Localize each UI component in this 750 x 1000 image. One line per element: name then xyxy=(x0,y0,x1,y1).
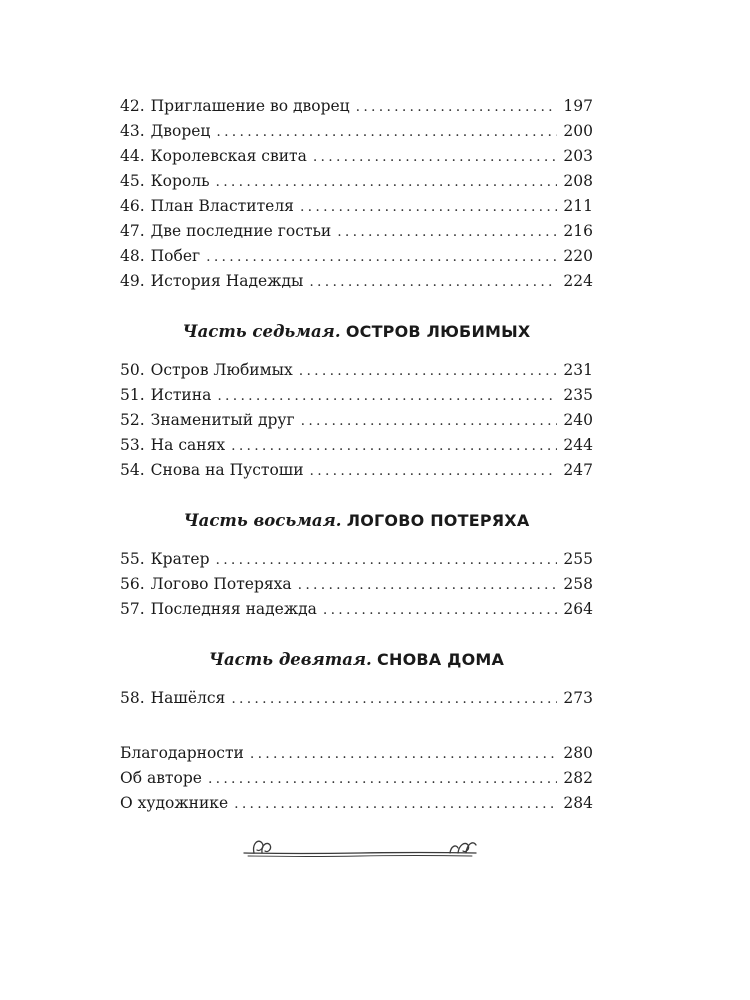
toc-entry[interactable] xyxy=(120,408,593,433)
dot-leader xyxy=(208,767,557,792)
chapter-number: 52. xyxy=(120,411,145,429)
chapter-title: Побег xyxy=(150,247,201,265)
part-name: ЛОГОВО ПОТЕРЯХА xyxy=(346,511,530,530)
page-number: 208 xyxy=(563,172,593,190)
dot-leader xyxy=(216,170,558,195)
dot-leader xyxy=(310,459,558,484)
dot-leader xyxy=(299,359,558,384)
chapter-number: 53. xyxy=(120,436,145,454)
chapter-title: Король xyxy=(150,172,210,190)
page-number: 235 xyxy=(563,386,593,404)
page-number: 211 xyxy=(563,197,593,215)
dot-leader xyxy=(301,409,558,434)
toc-entry[interactable] xyxy=(120,194,593,219)
part-label: Часть девятая. xyxy=(208,650,372,669)
dot-leader xyxy=(250,742,558,767)
part-name: ОСТРОВ ЛЮБИМЫХ xyxy=(345,322,531,341)
backmatter-title: О художнике xyxy=(120,794,229,812)
page-number: 200 xyxy=(563,122,593,140)
page-number: 216 xyxy=(563,222,593,240)
chapter-title: Логово Потеряха xyxy=(150,575,292,593)
dot-leader xyxy=(356,95,558,120)
dot-leader xyxy=(216,120,557,145)
chapter-number: 54. xyxy=(120,461,145,479)
chapter-title: Приглашение во дворец xyxy=(150,97,350,115)
chapter-title: Знаменитый друг xyxy=(150,411,295,429)
dot-leader xyxy=(216,548,558,573)
toc-backmatter xyxy=(120,741,593,816)
dot-leader xyxy=(323,598,558,623)
part-heading-seven[interactable] xyxy=(120,316,593,348)
dot-leader xyxy=(298,573,558,598)
toc-entry[interactable] xyxy=(120,572,593,597)
toc-entry[interactable] xyxy=(120,547,593,572)
chapter-title: Дворец xyxy=(150,122,211,140)
chapter-number: 56. xyxy=(120,575,145,593)
chapter-title: Нашёлся xyxy=(150,689,226,707)
dot-leader xyxy=(206,245,557,270)
dot-leader xyxy=(313,145,558,170)
page-number: 220 xyxy=(563,247,593,265)
part-heading-nine[interactable] xyxy=(120,644,593,676)
chapter-title: Снова на Пустоши xyxy=(150,461,304,479)
chapter-number: 51. xyxy=(120,386,145,404)
dot-leader xyxy=(337,220,557,245)
dot-leader xyxy=(231,687,557,712)
toc-entry[interactable] xyxy=(120,458,593,483)
chapter-number: 47. xyxy=(120,222,145,240)
part-name: СНОВА ДОМА xyxy=(377,650,505,669)
chapter-number: 55. xyxy=(120,550,145,568)
page-number: 284 xyxy=(563,794,593,812)
page-number: 264 xyxy=(563,600,593,618)
part-label: Часть восьмая. xyxy=(183,511,342,530)
dot-leader xyxy=(300,195,557,220)
chapter-number: 42. xyxy=(120,97,145,115)
toc-entry[interactable] xyxy=(120,119,593,144)
toc-entry[interactable] xyxy=(120,597,593,622)
toc-entry[interactable] xyxy=(120,383,593,408)
toc-entry[interactable] xyxy=(120,686,593,711)
chapter-number: 46. xyxy=(120,197,145,215)
part-label: Часть седьмая. xyxy=(182,322,341,341)
chapter-title: Королевская свита xyxy=(150,147,307,165)
backmatter-title: Благодарности xyxy=(120,744,244,762)
part-heading-eight[interactable] xyxy=(120,505,593,537)
page-number: 240 xyxy=(563,411,593,429)
chapter-title: Остров Любимых xyxy=(150,361,293,379)
chapter-title: На санях xyxy=(150,436,226,454)
chapter-number: 49. xyxy=(120,272,145,290)
chapter-number: 50. xyxy=(120,361,145,379)
chapter-number: 57. xyxy=(120,600,145,618)
chapter-number: 44. xyxy=(120,147,145,165)
backmatter-title: Об авторе xyxy=(120,769,202,787)
chapter-title: План Властителя xyxy=(150,197,294,215)
page-number: 258 xyxy=(563,575,593,593)
chapter-number: 43. xyxy=(120,122,145,140)
page-number: 197 xyxy=(563,97,593,115)
chapter-title: Последняя надежда xyxy=(150,600,317,618)
toc-entry[interactable] xyxy=(120,791,593,816)
page-number: 247 xyxy=(563,461,593,479)
page-number: 282 xyxy=(563,769,593,787)
chapter-number: 58. xyxy=(120,689,145,707)
page-number: 273 xyxy=(563,689,593,707)
chapter-number: 45. xyxy=(120,172,145,190)
dot-leader xyxy=(231,434,557,459)
chapter-title: Кратер xyxy=(150,550,210,568)
dot-leader xyxy=(217,384,557,409)
toc-entry[interactable] xyxy=(120,144,593,169)
page-number: 244 xyxy=(563,436,593,454)
toc-entry[interactable] xyxy=(120,269,593,294)
toc-group-continued xyxy=(120,94,593,294)
toc-entry[interactable] xyxy=(120,169,593,194)
toc-entry[interactable] xyxy=(120,766,593,791)
chapter-title: Истина xyxy=(150,386,212,404)
toc-entry[interactable] xyxy=(120,219,593,244)
chapter-title: История Надежды xyxy=(150,272,304,290)
toc-entry[interactable] xyxy=(120,741,593,766)
page-number: 231 xyxy=(563,361,593,379)
chapter-number: 48. xyxy=(120,247,145,265)
toc-group-part-seven xyxy=(120,358,593,483)
page-number: 224 xyxy=(563,272,593,290)
chapter-title: Две последние гостьи xyxy=(150,222,332,240)
dot-leader xyxy=(309,270,557,295)
toc-group-part-eight xyxy=(120,547,593,622)
page-number: 255 xyxy=(563,550,593,568)
toc-entry[interactable] xyxy=(120,244,593,269)
dot-leader xyxy=(234,792,557,817)
table-of-contents xyxy=(120,94,593,816)
page-number: 280 xyxy=(563,744,593,762)
toc-group-part-nine xyxy=(120,686,593,711)
page-number: 203 xyxy=(563,147,593,165)
toc-entry[interactable] xyxy=(120,433,593,458)
flourish-divider-icon xyxy=(240,832,480,866)
toc-entry[interactable] xyxy=(120,94,593,119)
toc-entry[interactable] xyxy=(120,358,593,383)
